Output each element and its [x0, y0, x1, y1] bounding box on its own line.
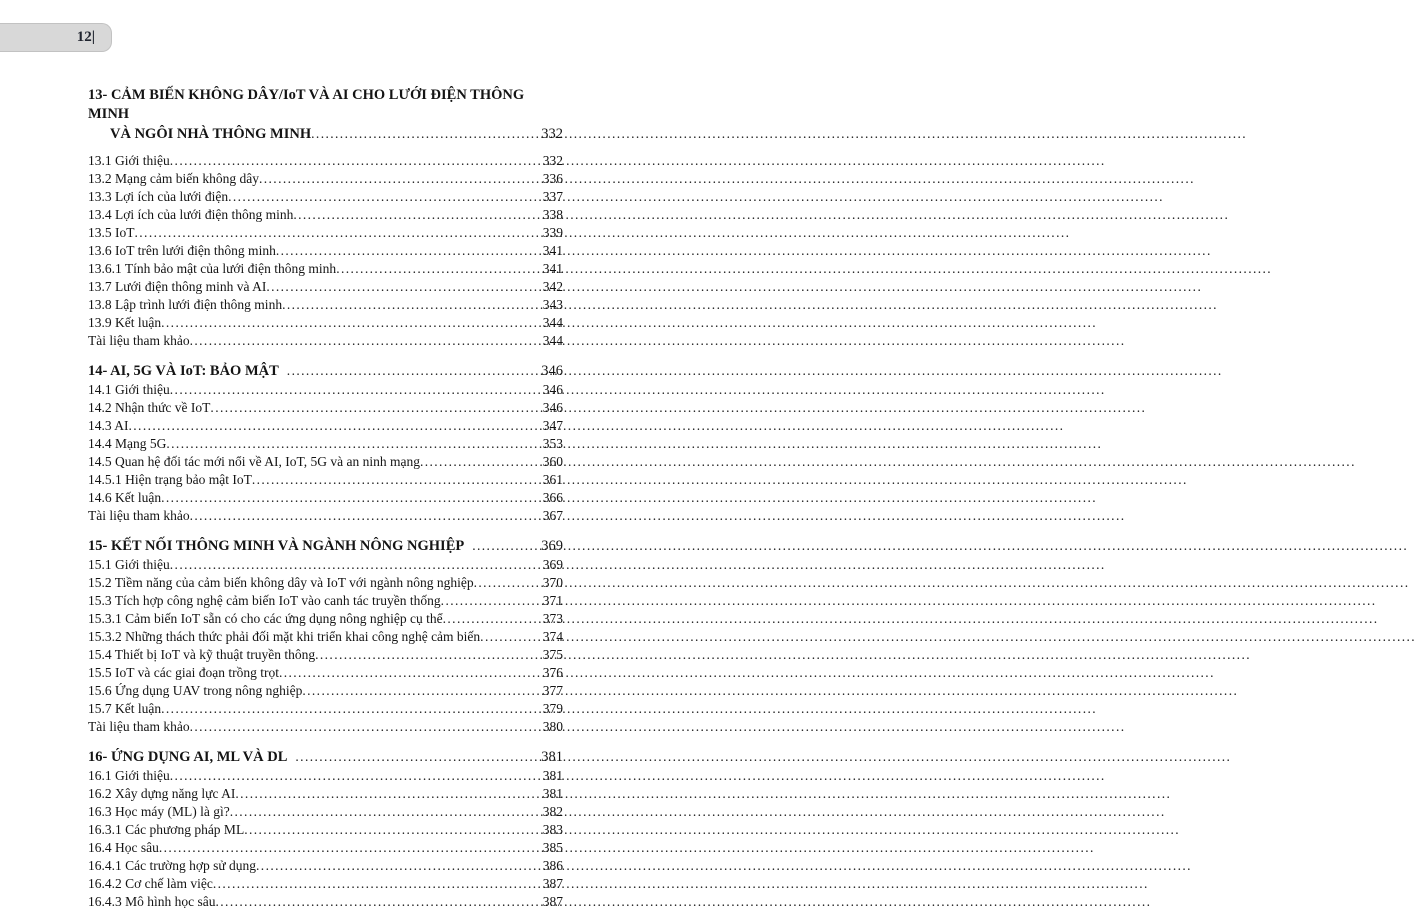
page-number-tab	[0, 23, 112, 52]
toc-entry-page: 381	[542, 786, 563, 801]
toc-entry	[88, 152, 563, 170]
dot-leader	[230, 803, 543, 821]
dot-leader	[279, 664, 543, 682]
dot-leader	[293, 206, 542, 224]
toc-entry	[88, 664, 563, 682]
toc-entry-label: 15.3 Tích hợp công nghệ cảm biến IoT vào canh tác truyền thống	[88, 593, 441, 608]
dot-leader	[129, 417, 543, 435]
toc-entry	[88, 574, 563, 592]
toc-entry-label: 13.1 Giới thiệu	[88, 153, 170, 168]
toc-entry	[88, 296, 563, 314]
toc-chapter-heading	[88, 536, 563, 556]
toc-entry-page: 346	[542, 382, 563, 397]
toc-entry-label: 14.2 Nhận thức về IoT	[88, 400, 211, 415]
dot-leader	[302, 682, 542, 700]
chapter-page-number: 369	[541, 538, 563, 554]
toc-entry-page: 370	[542, 575, 563, 590]
dot-leader	[170, 381, 543, 399]
toc-entry-page: 336	[542, 171, 563, 186]
chapter-heading-line1	[88, 361, 563, 381]
dot-leader	[161, 314, 543, 332]
dot-leader	[135, 224, 543, 242]
chapter-page-number: 332	[541, 126, 563, 142]
toc-entry-page: 387	[542, 894, 563, 909]
dot-leader	[161, 489, 543, 507]
toc-entry-label: Tài liệu tham khảo	[88, 333, 190, 348]
toc-entry-page: 339	[542, 225, 563, 240]
chapter-heading-line1	[88, 747, 563, 767]
toc-entry-label: 16.3 Học máy (ML) là gì?	[88, 804, 230, 819]
dot-leader	[190, 332, 543, 350]
toc-entry	[88, 592, 563, 610]
toc-entry-label: Tài liệu tham khảo	[88, 719, 190, 734]
toc-entry-page: 341	[542, 261, 563, 276]
toc-entry-label: 13.3 Lợi ích của lưới điện	[88, 189, 229, 204]
toc-entry-label: 14.4 Mạng 5G	[88, 436, 167, 451]
dot-leader	[161, 700, 543, 718]
chapter-heading-label: VÀ NGÔI NHÀ THÔNG MINH	[110, 126, 312, 142]
dot-leader	[443, 610, 543, 628]
toc-entry-label: 14.5 Quan hệ đối tác mới nổi về AI, IoT, 5G và an ninh mạng	[88, 454, 420, 469]
dot-leader	[170, 152, 543, 170]
toc-entry-page: 376	[542, 665, 563, 680]
toc-entry-page: 375	[542, 647, 563, 662]
toc-section-15	[88, 536, 563, 736]
toc-entry-page: 382	[542, 804, 563, 819]
toc-entry	[88, 556, 563, 574]
dot-leader	[256, 857, 543, 875]
toc-entry-label: 14.5.1 Hiện trạng bảo mật IoT	[88, 472, 252, 487]
dot-leader	[190, 507, 543, 525]
toc-entry-page: 344	[542, 315, 563, 330]
dot-leader	[282, 296, 543, 314]
toc-entry	[88, 453, 563, 471]
toc-entry-page: 344	[542, 333, 563, 348]
toc-entry	[88, 471, 563, 489]
chapter-page-number: 346	[541, 363, 563, 379]
toc-entry-label: 13.5 IoT	[88, 225, 135, 240]
chapter-heading-line1	[88, 536, 563, 556]
toc-entry	[88, 170, 563, 188]
toc-chapter-heading	[88, 86, 563, 144]
toc-entry-label: 15.7 Kết luận	[88, 701, 162, 716]
toc-entry-page: 353	[542, 436, 563, 451]
toc-entry	[88, 489, 563, 507]
toc-entry	[88, 718, 563, 736]
toc-entry	[88, 435, 563, 453]
toc-entry-label: 14.1 Giới thiệu	[88, 382, 170, 397]
toc-entry-label: 14.6 Kết luận	[88, 490, 162, 505]
toc-entry	[88, 875, 563, 893]
toc-section-16	[88, 747, 563, 911]
toc-entry-label: 13.9 Kết luận	[88, 315, 162, 330]
toc-entry	[88, 893, 563, 911]
toc-entry-page: 338	[542, 207, 563, 222]
toc-entry-label: 16.4.1 Các trường hợp sử dụng	[88, 858, 257, 873]
toc-entry-label: 16.4 Học sâu	[88, 840, 159, 855]
toc-entry	[88, 381, 563, 399]
toc-entry	[88, 507, 563, 525]
toc-entry-label: 15.4 Thiết bị IoT và kỹ thuật truyền thông	[88, 647, 316, 662]
toc-entry-label: Tài liệu tham khảo	[88, 508, 190, 523]
toc-entry	[88, 821, 563, 839]
dot-leader	[420, 453, 543, 471]
dot-leader	[210, 399, 542, 417]
toc-entry-page: 369	[542, 557, 563, 572]
toc-entry-page: 332	[542, 153, 563, 168]
dot-leader	[252, 471, 543, 489]
toc-entry-label: 13.6 IoT trên lưới điện thông minh	[88, 243, 276, 258]
toc-entry	[88, 260, 563, 278]
toc-entry-label: 16.3.1 Các phương pháp ML	[88, 822, 245, 837]
toc-entry	[88, 314, 563, 332]
toc-entry-label: 15.3.2 Những thách thức phải đối mặt khi triển khai công nghệ cảm biến	[88, 629, 481, 644]
toc-entry	[88, 767, 563, 785]
toc-entry	[88, 224, 563, 242]
toc-entry-label: 14.3 AI	[88, 418, 129, 433]
toc-entry	[88, 206, 563, 224]
dot-leader	[216, 893, 543, 911]
toc-entry	[88, 839, 563, 857]
dot-leader	[336, 260, 543, 278]
toc-section-14	[88, 361, 563, 525]
toc-entry-page: 385	[542, 840, 563, 855]
toc-entry	[88, 803, 563, 821]
toc-entry	[88, 242, 563, 260]
toc-entry-label: 13.7 Lưới điện thông minh và AI	[88, 279, 267, 294]
dot-leader	[170, 556, 543, 574]
toc-entry	[88, 700, 563, 718]
toc-entry-page: 387	[542, 876, 563, 891]
toc-entry-page: 367	[542, 508, 563, 523]
toc-chapter-heading	[88, 361, 563, 381]
toc-entry	[88, 417, 563, 435]
chapter-heading-line2	[88, 124, 563, 144]
toc-entry-label: 13.4 Lợi ích của lưới điện thông minh	[88, 207, 294, 222]
toc-entry	[88, 857, 563, 875]
toc-entry-label: 15.3.1 Cảm biến IoT sẵn có cho các ứng dụng nông nghiệp cụ thể	[88, 611, 443, 626]
toc-entry-label: 15.5 IoT và các giai đoạn trồng trọt	[88, 665, 279, 680]
toc-entry-page: 371	[542, 593, 563, 608]
toc-entry	[88, 628, 563, 646]
toc-entry-page: 337	[542, 189, 563, 204]
toc-entry-label: 13.6.1 Tính bảo mật của lưới điện thông minh	[88, 261, 337, 276]
dot-leader	[259, 170, 543, 188]
dot-leader	[472, 536, 541, 556]
dot-leader	[315, 646, 543, 664]
dot-leader	[190, 718, 543, 736]
toc-entry	[88, 646, 563, 664]
toc-entry-page: 380	[542, 719, 563, 734]
toc-entry-page: 386	[542, 858, 563, 873]
chapter-heading-line1: 13- CẢM BIẾN KHÔNG DÂY/IoT VÀ AI CHO LƯỚI ĐIỆN THÔNG MINH	[88, 87, 525, 122]
toc-entry-page: 341	[542, 243, 563, 258]
toc-entry-label: 15.1 Giới thiệu	[88, 557, 170, 572]
toc-entry-label: 16.1 Giới thiệu	[88, 768, 170, 783]
dot-leader	[287, 361, 541, 381]
toc-entry	[88, 682, 563, 700]
dot-leader	[166, 435, 542, 453]
chapter-page-number: 381	[541, 749, 563, 765]
dot-leader	[441, 592, 543, 610]
toc-entry-label: 16.4.2 Cơ chế làm việc	[88, 876, 213, 891]
toc-entry-page: 379	[542, 701, 563, 716]
toc-entry-page: 342	[542, 279, 563, 294]
page-number: 12|	[76, 29, 95, 45]
dot-leader	[213, 875, 543, 893]
toc-entry-label: 16.4.3 Mô hình học sâu	[88, 894, 216, 909]
toc-entry-page: 374	[542, 629, 563, 644]
toc-entry-page: 373	[542, 611, 563, 626]
toc-entry-page: 360	[542, 454, 563, 469]
toc-entry-label: 15.6 Ứng dụng UAV trong nông nghiệp	[88, 683, 303, 698]
toc-entry-page: 366	[542, 490, 563, 505]
toc-entry-page: 381	[542, 768, 563, 783]
dot-leader	[228, 188, 543, 206]
dot-leader	[159, 839, 543, 857]
table-of-contents	[88, 86, 563, 911]
chapter-heading-label: 15- KẾT NỐI THÔNG MINH VÀ NGÀNH NÔNG NGHIỆP	[88, 538, 465, 554]
toc-entry-label: 16.2 Xây dựng năng lực AI	[88, 786, 236, 801]
dot-leader	[311, 124, 541, 144]
dot-leader	[235, 785, 542, 803]
dot-leader	[276, 242, 543, 260]
toc-entry-page: 343	[542, 297, 563, 312]
toc-entry	[88, 610, 563, 628]
toc-section-13	[88, 86, 563, 350]
dot-leader	[295, 747, 541, 767]
toc-entry-page: 383	[542, 822, 563, 837]
dot-leader	[244, 821, 543, 839]
toc-entry	[88, 332, 563, 350]
toc-entry	[88, 278, 563, 296]
dot-leader	[474, 574, 543, 592]
toc-entry-label: 13.8 Lập trình lưới điện thông minh	[88, 297, 283, 312]
toc-entry-label: 13.2 Mạng cảm biến không dây	[88, 171, 259, 186]
dot-leader	[266, 278, 542, 296]
toc-entry	[88, 785, 563, 803]
toc-entry-page: 346	[542, 400, 563, 415]
toc-entry-label: 15.2 Tiềm năng của cảm biến không dây và IoT với ngành nông nghiệp	[88, 575, 474, 590]
toc-entry	[88, 188, 563, 206]
dot-leader	[170, 767, 543, 785]
chapter-heading-label: 16- ỨNG DỤNG AI, ML VÀ DL	[88, 749, 288, 765]
toc-entry-page: 361	[542, 472, 563, 487]
chapter-heading-label: 14- AI, 5G VÀ IoT: BẢO MẬT	[88, 363, 279, 379]
toc-entry-page: 347	[542, 418, 563, 433]
dot-leader	[480, 628, 543, 646]
toc-entry	[88, 399, 563, 417]
toc-chapter-heading	[88, 747, 563, 767]
toc-entry-page: 377	[542, 683, 563, 698]
